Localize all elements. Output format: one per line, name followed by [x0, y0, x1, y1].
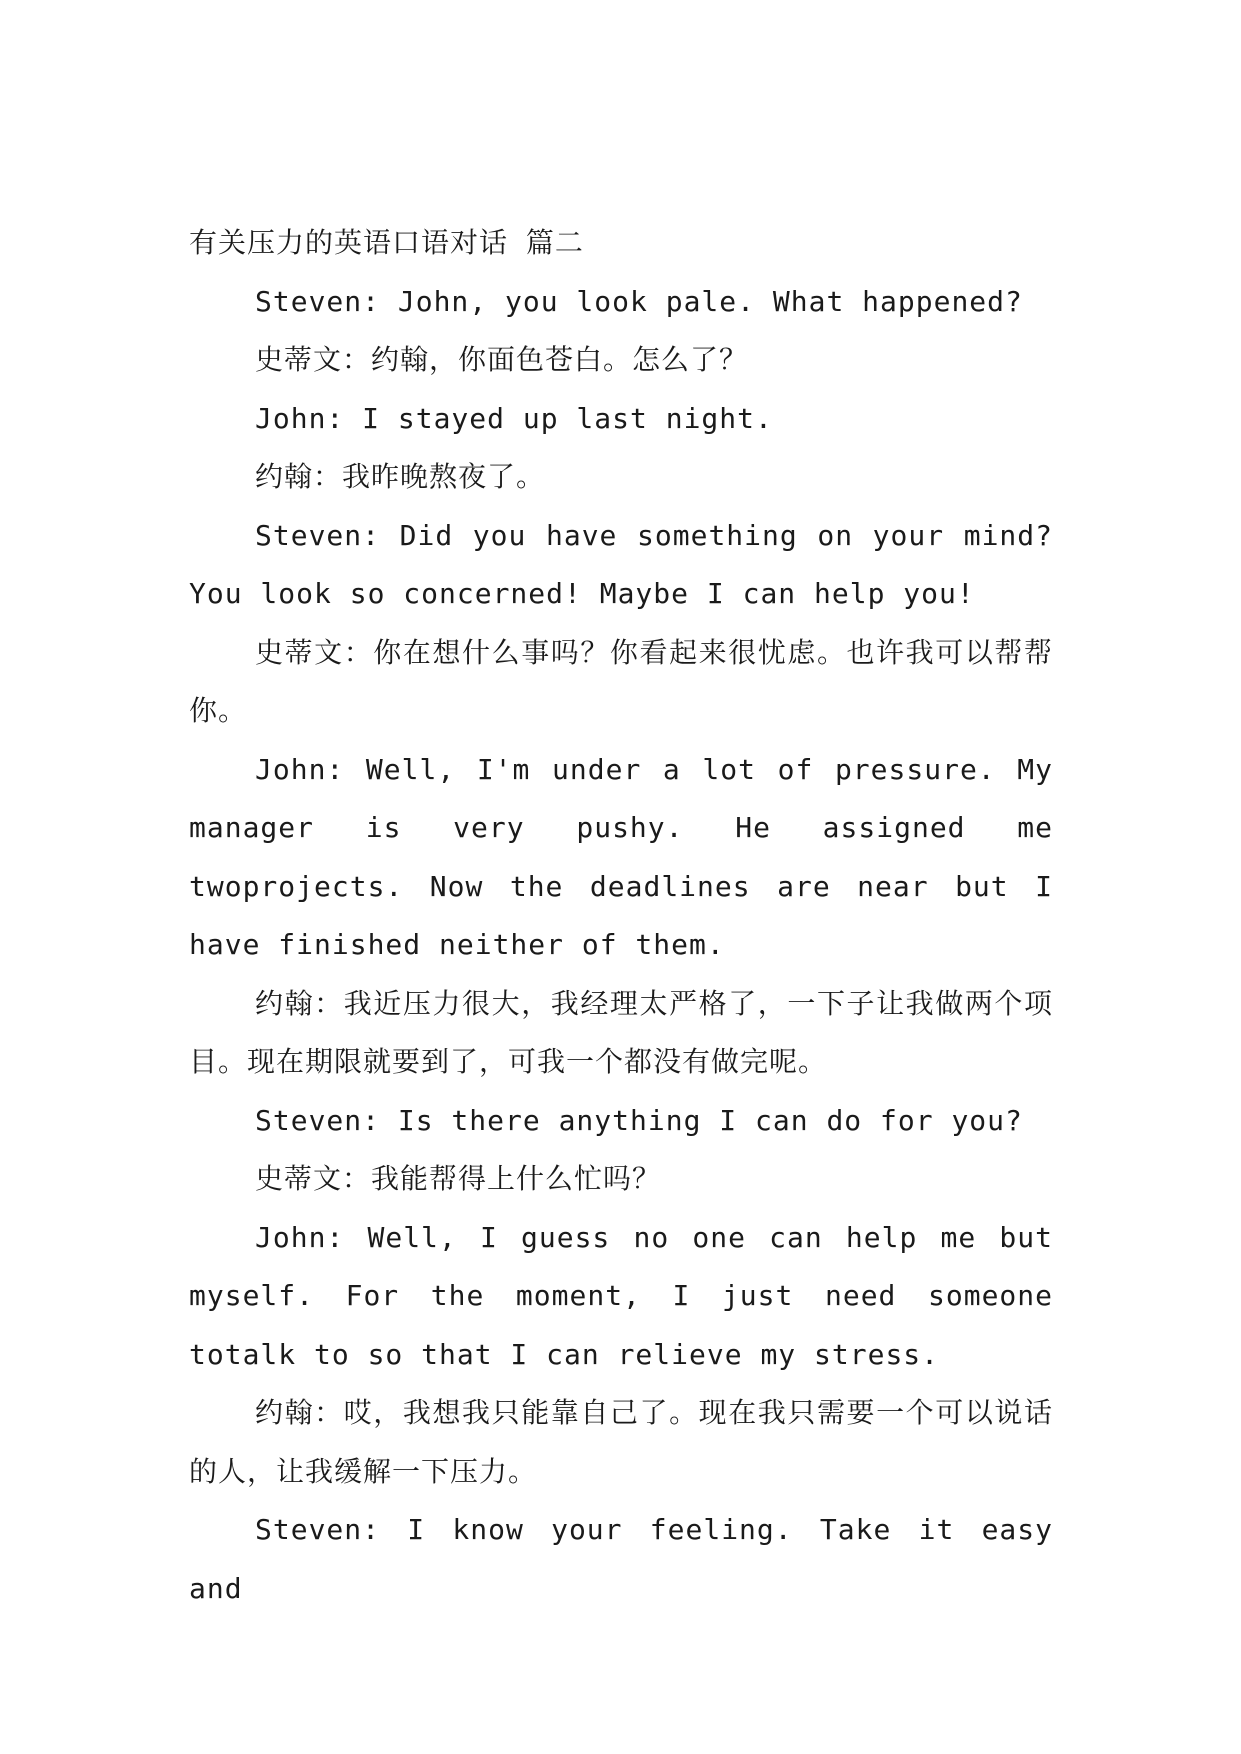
paragraph: John: Well, I'm under a lot of pressure. My manager is very pushy. He assigned me twoprojects. Now the deadlines are near but I have finished neither of them.	[189, 752, 1053, 961]
paragraph: Steven: John, you look pale. What happened?	[255, 284, 1023, 318]
paragraph: 史蒂文：约翰，你面色苍白。怎么了？	[255, 343, 749, 376]
paragraph: John: Well, I guess no one can help me but myself. For the moment, I just need someone totalk to so that I can relieve my stress.	[189, 1220, 1053, 1371]
paragraph: Steven: Is there anything I can do for you?	[255, 1103, 1023, 1137]
paragraph: 史蒂文：你在想什么事吗？你看起来很忧虑。也许我可以帮帮你。	[189, 635, 1053, 727]
document-body	[189, 214, 1053, 1618]
paragraph: Steven: Did you have something on your mind? You look so concerned! Maybe I can help you!	[189, 518, 1053, 610]
paragraph: 约翰：哎，我想我只能靠自己了。现在我只需要一个可以说话的人，让我缓解一下压力。	[189, 1396, 1053, 1488]
paragraph: Steven: I know your feeling. Take it easy and	[189, 1513, 1053, 1605]
paragraph: John: I stayed up last night.	[255, 401, 773, 435]
paragraph: 约翰：我昨晚熬夜了。	[255, 460, 546, 493]
document-title: 有关压力的英语口语对话 篇二	[189, 226, 584, 259]
paragraph: 史蒂文：我能帮得上什么忙吗？	[255, 1162, 662, 1195]
paragraph: 约翰：我近压力很大，我经理太严格了，一下子让我做两个项目。现在期限就要到了，可我一个都没有做完呢。	[189, 986, 1053, 1078]
